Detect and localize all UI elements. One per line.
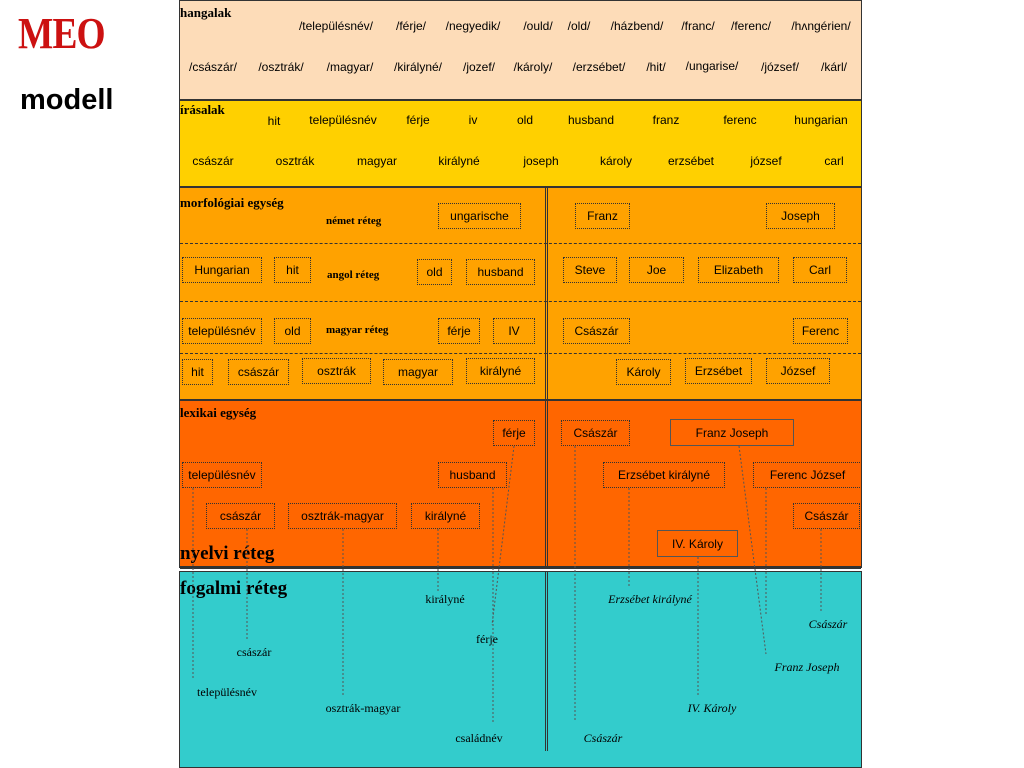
lex-box-ferenc-jozsef: Ferenc József bbox=[753, 462, 862, 488]
iras-item: hit bbox=[267, 114, 281, 128]
vertical-separator bbox=[545, 187, 548, 568]
morf-box-osztrak: osztrák bbox=[302, 358, 371, 384]
vertical-separator-fogalmi bbox=[545, 571, 548, 751]
fog-csaszar: császár bbox=[236, 645, 272, 659]
morf-box-hit-hu: hit bbox=[182, 359, 213, 385]
fog-csaszar-it: Császár bbox=[808, 617, 848, 631]
hang-item: /királyné/ bbox=[393, 60, 443, 74]
dashed-divider-1 bbox=[180, 243, 861, 244]
hangalak-label: hangalak bbox=[180, 5, 232, 20]
morf-box-ferenc: Ferenc bbox=[793, 318, 848, 344]
iras-item: férje bbox=[406, 113, 430, 127]
morf-box-carl: Carl bbox=[793, 257, 847, 283]
nyelvi-fogalmi-divider bbox=[180, 566, 861, 569]
fog-csaladnev: családnév bbox=[455, 731, 503, 745]
magyar-reteg-label: magyar réteg bbox=[326, 324, 389, 336]
iras-item: husband bbox=[567, 113, 615, 127]
hangalak-band bbox=[179, 0, 862, 100]
iras-item: ferenc bbox=[723, 113, 757, 127]
fog-erzsebet-kiralyne: Erzsébet királyné bbox=[608, 592, 692, 606]
iras-item: károly bbox=[599, 154, 633, 168]
iras-item: iv bbox=[468, 113, 478, 127]
morf-box-erzsebet: Erzsébet bbox=[685, 358, 752, 384]
hang-item: /negyedik/ bbox=[445, 19, 501, 33]
iras-item: carl bbox=[824, 154, 844, 168]
morf-box-jozsef: József bbox=[766, 358, 830, 384]
fogalmi-label: fogalmi réteg bbox=[180, 578, 288, 599]
hang-item: /hit/ bbox=[646, 60, 666, 74]
fogalmi-band bbox=[179, 571, 862, 768]
fog-osztrak-magyar: osztrák-magyar bbox=[325, 701, 401, 715]
hang-item: /hʌngérien/ bbox=[791, 19, 851, 33]
lex-box-husband: husband bbox=[438, 462, 507, 488]
morf-box-telepulesnev: településnév bbox=[182, 318, 262, 344]
page-subtitle: modell bbox=[20, 84, 114, 116]
morf-box-elizabeth: Elizabeth bbox=[698, 257, 779, 283]
morf-box-hungarian: Hungarian bbox=[182, 257, 262, 283]
morf-box-steve: Steve bbox=[563, 257, 617, 283]
nyelvi-label: nyelvi réteg bbox=[180, 543, 275, 564]
iras-item: joseph bbox=[523, 154, 559, 168]
morf-box-joseph: Joseph bbox=[766, 203, 835, 229]
hang-item: /erzsébet/ bbox=[572, 60, 626, 74]
meo-logo: MEO bbox=[18, 9, 105, 58]
hang-item: /józsef/ bbox=[760, 60, 800, 74]
fog-telepulesnev: településnév bbox=[197, 685, 257, 699]
dashed-divider-2 bbox=[180, 301, 861, 302]
morf-box-joe: Joe bbox=[629, 257, 684, 283]
hang-item: /magyar/ bbox=[326, 60, 374, 74]
lex-box-csaszar-right: Császár bbox=[793, 503, 860, 529]
morf-box-csaszar-low: császár bbox=[228, 359, 289, 385]
iras-item: osztrák bbox=[275, 154, 315, 168]
angol-reteg-label: angol réteg bbox=[327, 269, 380, 281]
lex-box-ferje: férje bbox=[493, 420, 535, 446]
hang-item: /károly/ bbox=[513, 60, 553, 74]
hang-item: /jozef/ bbox=[462, 60, 496, 74]
fog-franz-joseph: Franz Joseph bbox=[774, 660, 840, 674]
morf-box-ungarische: ungarische bbox=[438, 203, 521, 229]
hang-item: /franc/ bbox=[681, 19, 715, 33]
lex-box-franz-joseph: Franz Joseph bbox=[670, 419, 794, 446]
iras-item: császár bbox=[192, 154, 234, 168]
hang-item: /településnév/ bbox=[298, 19, 374, 33]
morf-box-hit-en: hit bbox=[274, 257, 311, 283]
hang-item: /ferenc/ bbox=[730, 19, 772, 33]
lex-box-osztrak-magyar: osztrák-magyar bbox=[288, 503, 397, 529]
hang-item: /házbend/ bbox=[610, 19, 664, 33]
morf-label: morfológiai egység bbox=[180, 195, 284, 210]
morf-box-iv: IV bbox=[493, 318, 535, 344]
lex-box-csaszar: császár bbox=[206, 503, 275, 529]
irasalak-label: írásalak bbox=[180, 102, 225, 117]
fog-csaszar-it-bottom: Császár bbox=[583, 731, 623, 745]
dashed-divider-3 bbox=[180, 353, 861, 354]
iras-item: hungarian bbox=[794, 113, 848, 127]
hang-item: /ungarise/ bbox=[685, 59, 739, 73]
morf-box-husband: husband bbox=[466, 259, 535, 285]
hang-item: /császár/ bbox=[188, 60, 238, 74]
lex-box-iv-karoly: IV. Károly bbox=[657, 530, 738, 557]
fog-kiralyne: királyné bbox=[425, 592, 465, 606]
morf-box-ferje: férje bbox=[438, 318, 480, 344]
nemet-reteg-label: német réteg bbox=[326, 215, 382, 227]
morf-box-csaszar: Császár bbox=[563, 318, 630, 344]
morf-box-old-en: old bbox=[417, 259, 452, 285]
iras-item: királyné bbox=[438, 154, 480, 168]
lex-label: lexikai egység bbox=[180, 405, 257, 420]
hang-item: /kárl/ bbox=[820, 60, 848, 74]
lex-box-csaszar-top: Császár bbox=[561, 420, 630, 446]
morf-box-franz: Franz bbox=[575, 203, 630, 229]
iras-item: erzsébet bbox=[667, 154, 715, 168]
iras-item: magyar bbox=[356, 154, 398, 168]
hang-item: /ould/ bbox=[523, 19, 553, 33]
iras-item: józsef bbox=[750, 154, 782, 168]
iras-item: franz bbox=[652, 113, 680, 127]
hang-item: /old/ bbox=[567, 19, 591, 33]
morf-box-karoly: Károly bbox=[616, 359, 671, 385]
lex-box-erzsebet-kiralyne: Erzsébet királyné bbox=[603, 462, 725, 488]
iras-item: településnév bbox=[309, 113, 377, 127]
morf-box-kiralyne: királyné bbox=[466, 358, 535, 384]
lex-box-telepulesnev: településnév bbox=[182, 462, 262, 488]
morf-box-magyar: magyar bbox=[383, 359, 453, 385]
morf-box-old-hu: old bbox=[274, 318, 311, 344]
lex-box-kiralyne: királyné bbox=[411, 503, 480, 529]
iras-item: old bbox=[516, 113, 534, 127]
hang-item: /férje/ bbox=[395, 19, 427, 33]
hang-item: /osztrák/ bbox=[258, 60, 304, 74]
fog-iv-karoly: IV. Károly bbox=[687, 701, 737, 715]
fog-ferje: férje bbox=[476, 632, 498, 646]
